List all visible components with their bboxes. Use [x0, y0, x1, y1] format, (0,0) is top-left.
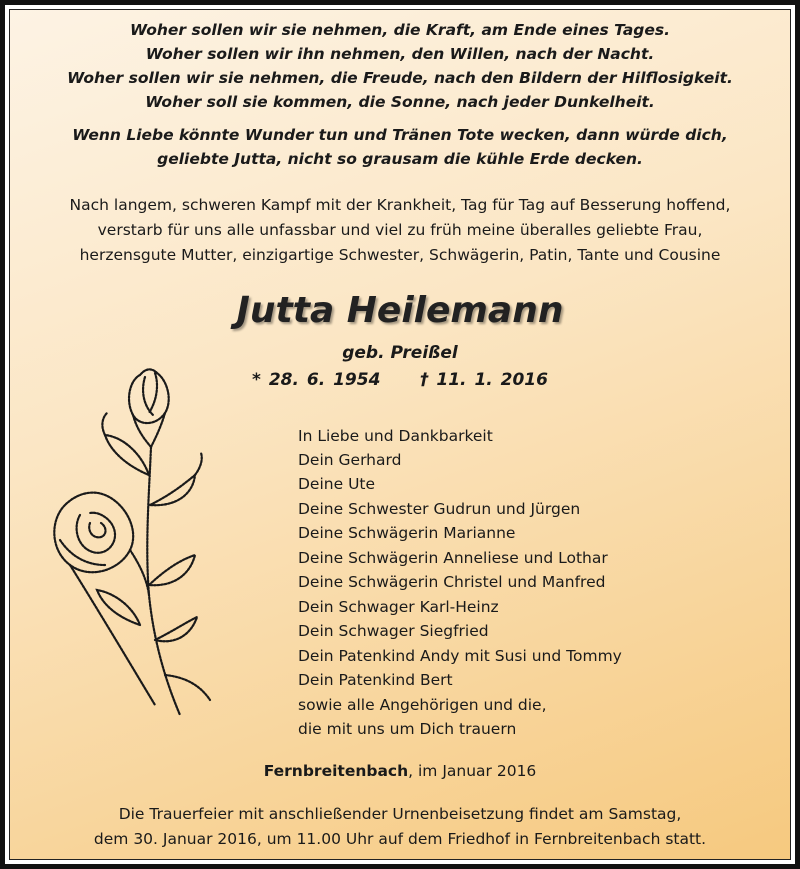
funeral-line: Die Trauerfeier mit anschließender Urnenbeisetzung findet am Samstag, [118, 805, 682, 823]
deceased-name: Jutta Heilemann [236, 290, 564, 331]
life-dates: * 28. 6. 1954 † 11. 1. 2016 [252, 370, 548, 390]
funeral-line: dem 30. Januar 2016, um 11.00 Uhr auf dem Friedhof in Fernbreitenbach statt. [93, 830, 707, 848]
quote-line: Wenn Liebe könnte Wunder tun und Tränen Tote wecken, dann würde dich, [72, 126, 728, 144]
place-date [0, 762, 800, 780]
rose-illustration [45, 355, 230, 735]
quote-line: geliebte Jutta, nicht so grausam die kühle Erde decken. [157, 150, 643, 168]
mourner-entry: Deine Ute [298, 475, 376, 493]
mourner-entry: Dein Gerhard [298, 451, 402, 469]
place-town: Fernbreitenbach [263, 762, 409, 780]
mourner-entry: Dein Patenkind Andy mit Susi und Tommy [298, 647, 622, 665]
mourner-entry: Dein Schwager Karl-Heinz [298, 598, 499, 616]
place-date-text: , im Januar 2016 [408, 762, 537, 780]
mourner-entry: Dein Schwager Siegfried [298, 622, 489, 640]
announcement-line: herzensgute Mutter, einzigartige Schwester, Schwägerin, Patin, Tante und Cousine [79, 246, 721, 264]
mourner-entry: die mit uns um Dich trauern [298, 720, 517, 738]
mourner-entry: sowie alle Angehörigen und die, [298, 696, 547, 714]
poem-line: Woher sollen wir sie nehmen, die Freude, nach den Bildern der Hilflosigkeit. [67, 69, 733, 87]
poem-line: Woher soll sie kommen, die Sonne, nach jeder Dunkelheit. [145, 93, 655, 111]
mourners-intro: In Liebe und Dankbarkeit [298, 427, 493, 445]
poem-line: Woher sollen wir sie nehmen, die Kraft, am Ende eines Tages. [129, 21, 671, 39]
birth-name: geb. Preißel [342, 343, 458, 363]
mourner-entry: Dein Patenkind Bert [298, 671, 453, 689]
mourner-entry: Deine Schwägerin Christel und Manfred [298, 573, 606, 591]
announcement-line: verstarb für uns alle unfassbar und viel zu früh meine überalles geliebte Frau, [97, 221, 703, 239]
poem-line: Woher sollen wir ihn nehmen, den Willen, nach der Nacht. [145, 45, 655, 63]
mourner-entry: Deine Schwester Gudrun und Jürgen [298, 500, 581, 518]
mourner-entry: Deine Schwägerin Anneliese und Lothar [298, 549, 608, 567]
mourner-entry: Deine Schwägerin Marianne [298, 524, 516, 542]
announcement-line: Nach langem, schweren Kampf mit der Krankheit, Tag für Tag auf Besserung hoffend, [69, 196, 731, 214]
